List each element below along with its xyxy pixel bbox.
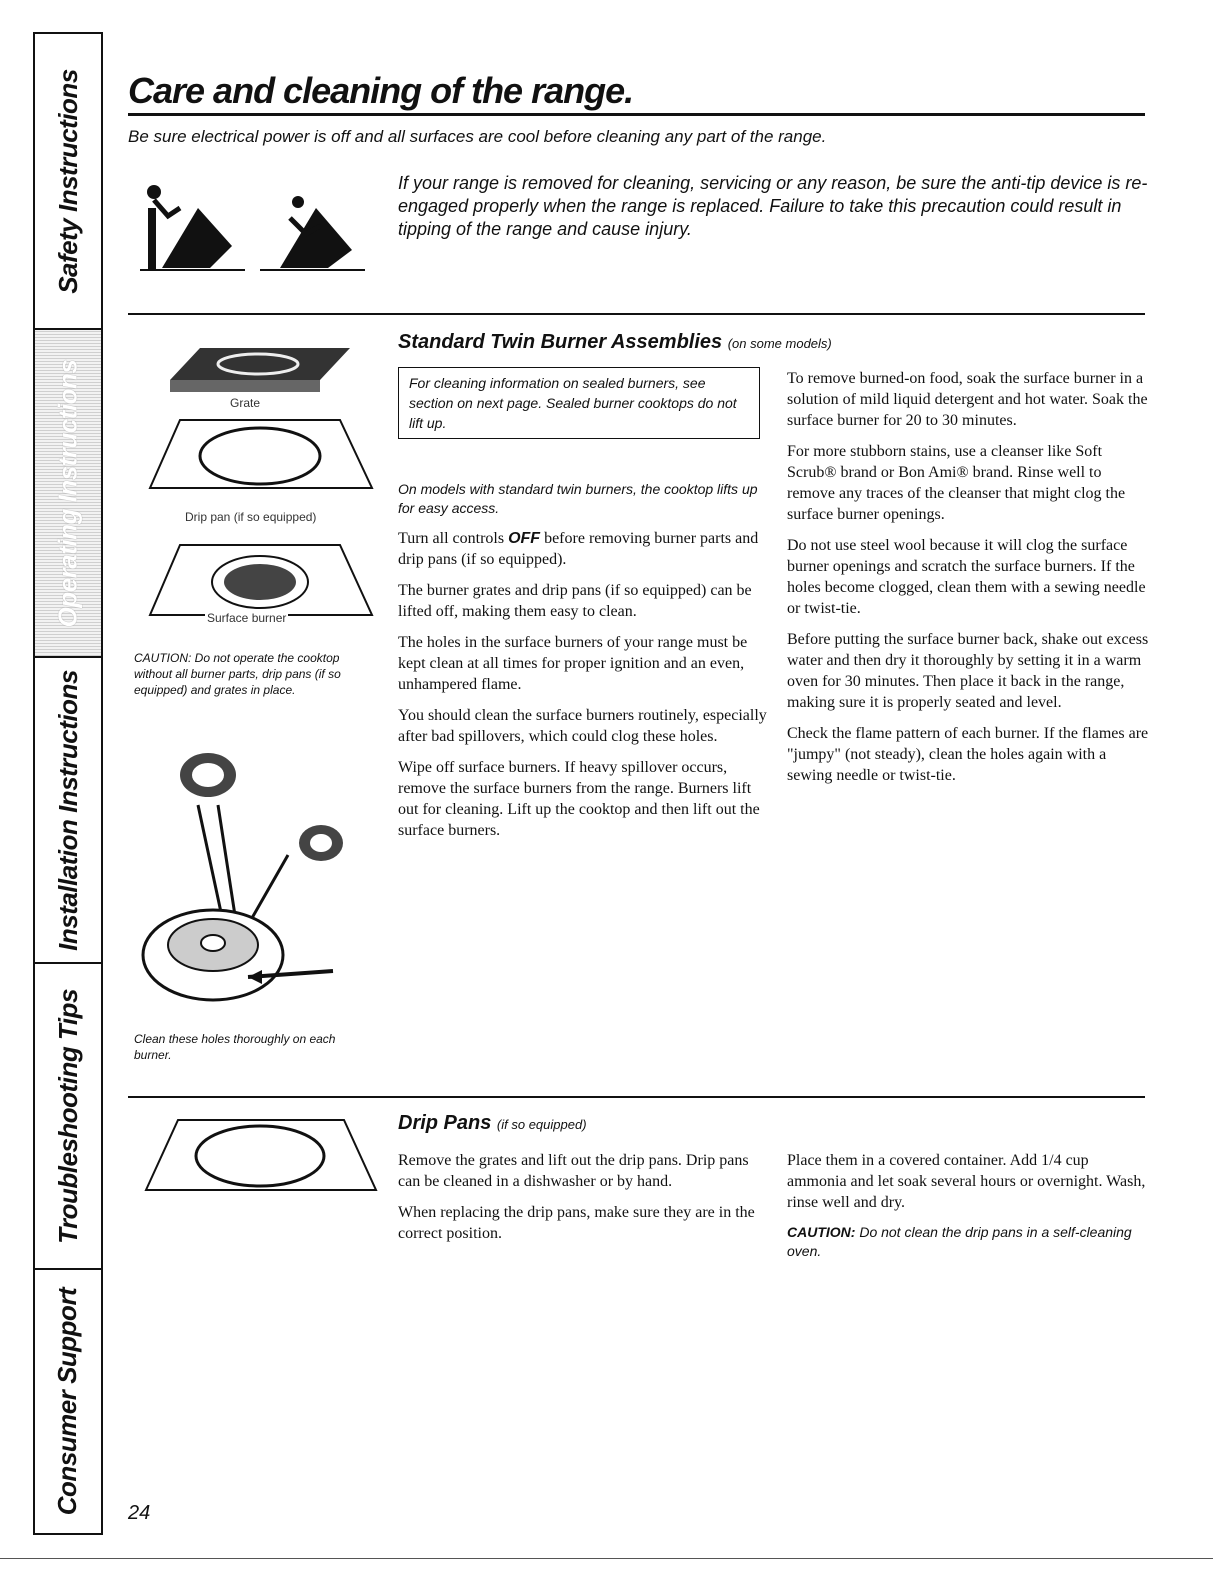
tab-safety-instructions[interactable]: Safety Instructions (35, 34, 101, 330)
burner-section-heading: Standard Twin Burner Assemblies (on some models) (398, 331, 832, 353)
tab-operating-instructions[interactable]: Operating Instructions (35, 330, 101, 658)
page-number: 24 (128, 1502, 151, 1524)
anti-tip-warning: If your range is removed for cleaning, servicing or any reason, be sure the anti-tip device is re-engaged properly when the range is replaced. Failure to take this precaution could result in tipping of the range and cause injury. (398, 173, 1148, 239)
section-divider (128, 1096, 1145, 1098)
burner-column-1: On models with standard twin burners, the cooktop lifts up for easy access. Turn all controls OFF before removing burner parts and drip pans (if so equipped). The burner grates and drip pans (if so equipped) can be lifted off, making them easy to clean. The holes in the surface burners of your range must be kept clean at all times for proper ignition and an even, unhampered flame. You should clean the surface burners routinely, especially after bad spillovers, which could clog these holes. Wipe off surface burners. If heavy spillover occurs, remove the surface burners from the range. Burners lift out for cleaning. Lift up the cooktop and then lift out the surface burners. (398, 481, 767, 839)
page-title: Care and cleaning of the range. (128, 70, 634, 111)
sidebar-nav (33, 32, 103, 1535)
title-rule (128, 113, 1145, 116)
sealed-burner-note: For cleaning information on sealed burners, see section on next page. Sealed burner cooktops do not lift up. (398, 367, 760, 439)
burner-parts-illustration (140, 330, 380, 630)
drip-column-2: Place them in a covered container. Add 1/4 cup ammonia and let soak several hours or overnight. Wash, rinse well and dry. CAUTION: Do not clean the drip pans in a self-cleaning oven. (787, 1152, 1146, 1259)
tab-troubleshooting-tips[interactable]: Troubleshooting Tips (35, 964, 101, 1270)
page-bottom-rule (0, 1558, 1213, 1559)
tab-installation-instructions[interactable]: Installation Instructions (35, 658, 101, 964)
surface-burner-label: Surface burner (207, 611, 287, 625)
burner-column-2: To remove burned-on food, soak the surface burner in a solution of mild liquid detergent and hot water. Soak the surface burner for 20 to 30 minutes. For more stubborn stains, use a cleanser like Soft Scrub® brand or Bon Ami® brand. Rinse well to remove any traces of the cleanser that might clog the surface burner openings. Do not use steel wool because it will clog the surface burner openings and scratch the surface burners. If the holes become clogged, clean them with a sewing needle or twist-tie. Before putting the surface burner back, shake out excess water and then dry it thoroughly by setting it in a warm oven for 30 minutes. Then place it back in the range, making sure it is properly seated and level. Check the flame pattern of each burner. If the flames are "jumpy" (not steady), clean the holes again with a sewing needle or twist-tie. (787, 370, 1149, 784)
tab-consumer-support[interactable]: Consumer Support (52, 1287, 83, 1516)
anti-tip-illustration (140, 168, 380, 276)
caution-caption: CAUTION: Do not operate the cooktop without all burner parts, drip pans (if so equipped) and grates in place. (134, 651, 341, 697)
holes-caption: Clean these holes thoroughly on each burner. (134, 1032, 336, 1062)
drip-pan-label: Drip pan (if so equipped) (185, 510, 317, 524)
burner-holes-illustration (138, 745, 368, 1007)
page-subtitle: Be sure electrical power is off and all surfaces are cool before cleaning any part of the range. (128, 127, 827, 146)
drip-column-1: Remove the grates and lift out the drip pans. Drip pans can be cleaned in a dishwasher or by hand. When replacing the drip pans, make sure they are in the correct position. (398, 1152, 755, 1242)
section-divider (128, 313, 1145, 315)
grate-label: Grate (230, 396, 261, 410)
drip-pan-illustration (140, 1112, 380, 1196)
drip-section-heading: Drip Pans (if so equipped) (398, 1112, 587, 1134)
